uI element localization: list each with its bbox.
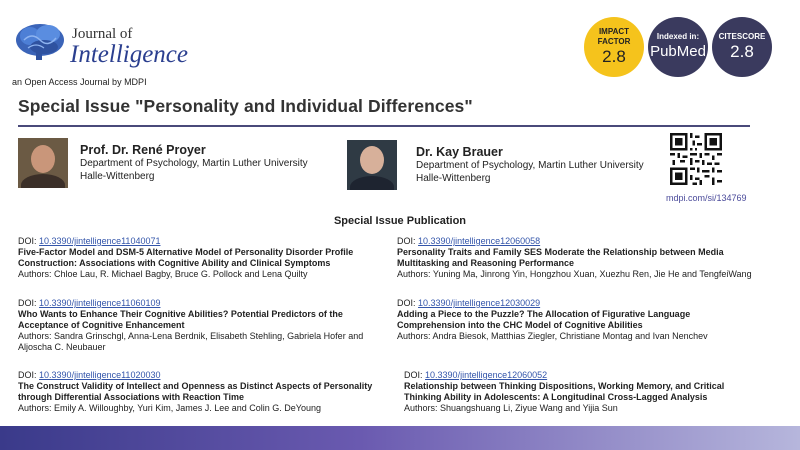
publication-title: Relationship between Thinking Dispositions, Working Memory, and Critical Thinking Ability in Adolescents: A Longitudinal Cross-Lagged Analysis [404, 381, 725, 402]
journal-logo[interactable] [14, 14, 214, 84]
pubmed-label: Indexed in: [656, 32, 700, 41]
pubmed-badge [648, 17, 708, 77]
doi-link[interactable]: 10.3390/jintelligence11060109 [39, 298, 161, 308]
qr-code-icon[interactable] [670, 133, 722, 185]
doi-label: DOI: [404, 370, 423, 380]
editor-photo-brauer [347, 140, 397, 190]
doi-label: DOI: [18, 370, 37, 380]
doi-link[interactable]: 10.3390/jintelligence12060052 [425, 370, 548, 380]
publication-title: Who Wants to Enhance Their Cognitive Abilities? Potential Predictors of the Acceptance of Cognitive Enhancement [18, 309, 343, 330]
doi-link[interactable]: 10.3390/jintelligence12060058 [418, 236, 541, 246]
impact-label-2: FACTOR [597, 37, 631, 46]
publication-authors: Authors: Andra Biesok, Matthias Ziegler, Christiane Montag and Ivan Nenchev [397, 331, 708, 341]
publication-item [18, 236, 378, 280]
impact-factor-badge [584, 17, 644, 77]
publication-title: The Construct Validity of Intellect and Openness as Distinct Aspects of Personality through Differential Associations with Reaction Time [18, 381, 373, 402]
editor-dept-1a: Department of Psychology, Martin Luther University [80, 158, 308, 169]
brain-icon [14, 22, 66, 62]
citescore-badge [712, 17, 772, 77]
publication-authors: Authors: Shuangshuang Li, Ziyue Wang and Yijia Sun [404, 403, 618, 413]
doi-link[interactable]: 10.3390/jintelligence11040071 [39, 236, 161, 246]
publication-authors: Authors: Sandra Grinschgl, Anna-Lena Berdnik, Elisabeth Stehling, Gabriela Hofer and Aljoscha C. Neubauer [18, 331, 364, 352]
publication-item [18, 298, 378, 353]
editor-dept-2a: Department of Psychology, Martin Luther University [416, 160, 644, 171]
citescore-label: CITESCORE [718, 32, 766, 41]
publication-title: Adding a Piece to the Puzzle? The Allocation of Figurative Language Comprehension into the CHC Model of Cognitive Abilities [397, 309, 691, 330]
editor-dept-1b: Halle-Wittenberg [80, 171, 155, 182]
publication-authors: Authors: Emily A. Willoughby, Yuri Kim, James J. Lee and Colin G. DeYoung [18, 403, 321, 413]
doi-label: DOI: [18, 298, 37, 308]
editor-dept-2b: Halle-Wittenberg [416, 173, 491, 184]
doi-label: DOI: [18, 236, 37, 246]
title-divider [18, 125, 750, 127]
publication-item [397, 298, 757, 342]
publication-authors: Authors: Yuning Ma, Jinrong Yin, Hongzhou Xuan, Xuezhu Ren, Jie He and TengfeiWang [397, 269, 752, 279]
publication-title: Personality Traits and Family SES Moderate the Relationship between Media Multitasking and Reasoning Performance [397, 247, 724, 268]
publication-title: Five-Factor Model and DSM-5 Alternative Model of Personality Disorder Profile Construction: Associations with Cognitive Ability and Clinical Symptoms [18, 247, 354, 268]
journal-of-label: Journal of [72, 26, 133, 42]
doi-link[interactable]: 10.3390/jintelligence12030029 [418, 298, 541, 308]
editor-name-1: Prof. Dr. René Proyer [80, 143, 206, 157]
publication-authors: Authors: Chloe Lau, R. Michael Bagby, Bruce G. Pollock and Lena Quilty [18, 269, 308, 279]
footer-bar [0, 426, 800, 450]
journal-name: Intelligence [70, 41, 188, 68]
editor-name-2: Dr. Kay Brauer [416, 145, 503, 159]
publication-item [397, 236, 757, 280]
editor-photo-proyer [18, 138, 68, 188]
citescore-value: 2.8 [730, 42, 754, 61]
pubmed-value: PubMed [650, 43, 706, 60]
impact-value: 2.8 [602, 47, 626, 66]
publications-heading: Special Issue Publication [333, 215, 467, 227]
doi-link[interactable]: 10.3390/jintelligence11020030 [39, 370, 161, 380]
publication-item [18, 370, 378, 414]
impact-label-1: IMPACT [598, 27, 630, 36]
doi-label: DOI: [397, 236, 416, 246]
page-title: Special Issue "Personality and Individual Differences" [18, 96, 473, 116]
doi-label: DOI: [397, 298, 416, 308]
journal-tagline: an Open Access Journal by MDPI [12, 77, 147, 87]
publication-item [404, 370, 764, 414]
qr-link[interactable]: mdpi.com/si/134769 [666, 193, 747, 203]
